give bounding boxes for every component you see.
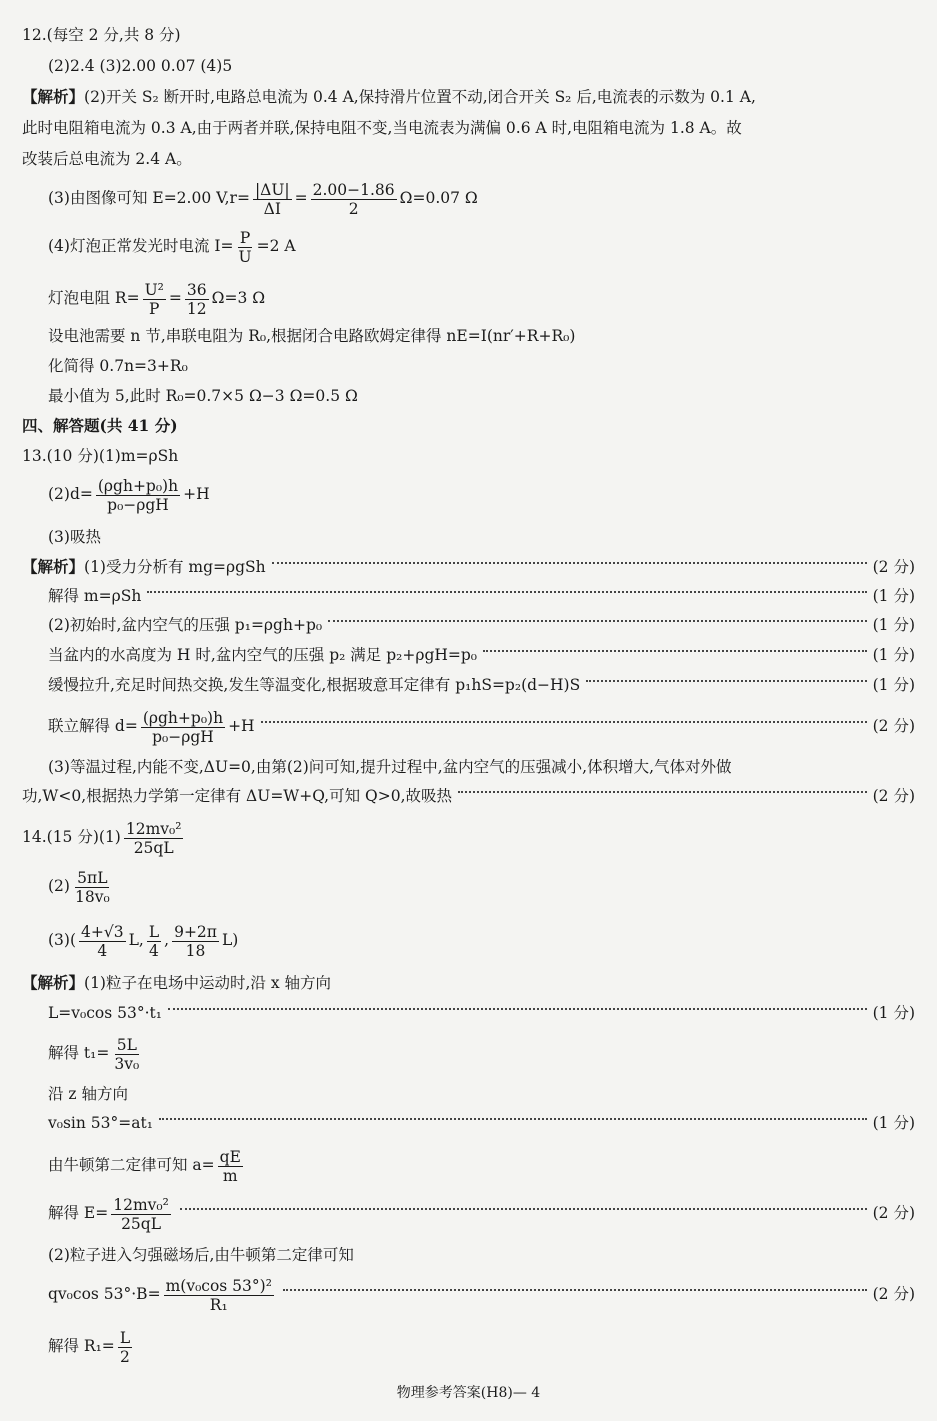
- q13-s6-pre: 联立解得 d=: [48, 717, 138, 735]
- fraction-num: (ρgh+p₀)h: [142, 708, 224, 727]
- q14-a3-pre: (3)(: [48, 931, 77, 949]
- q13-step7-line1: (3)等温过程,内能不变,ΔU=0,由第(2)问可知,提升过程中,盆内空气的压强减小,体积增大,气体对外做: [48, 758, 732, 776]
- q14-title: [22, 817, 915, 857]
- q14-step2: [48, 1002, 915, 1024]
- fraction-den: p₀−ρgH: [107, 495, 169, 514]
- fraction: [311, 181, 397, 218]
- fraction-num: qE: [219, 1147, 241, 1166]
- leader-dots: [483, 650, 867, 652]
- q13-s5-text: 缓慢拉升,充足时间热交换,发生等温变化,根据玻意耳定律有 p₁hS=p₂(d−H)S: [48, 676, 581, 694]
- fraction-num: 9+2π: [174, 922, 217, 941]
- fraction-den: ΔI: [263, 199, 281, 218]
- fraction-den: 12: [186, 299, 207, 318]
- q12-r-eq: =: [168, 289, 182, 307]
- q13-step1: [22, 556, 915, 578]
- q12-r-post: Ω=3 Ω: [211, 289, 266, 307]
- q12-line-simplify: 化简得 0.7n=3+R₀: [48, 357, 188, 375]
- q13-s3-text: (2)初始时,盆内空气的压强 p₁=ρgh+p₀: [48, 616, 323, 634]
- q13-step6: [48, 706, 915, 746]
- fraction-den: 18: [185, 941, 206, 960]
- fraction: [253, 181, 292, 218]
- q13-s2-text: 解得 m=ρSh: [48, 587, 142, 605]
- q13-step3: [48, 614, 915, 636]
- q14-a2-pre: (2): [48, 877, 70, 895]
- fraction-num: 36: [186, 280, 207, 299]
- fraction: [79, 923, 126, 960]
- fraction-num: 12mv₀²: [125, 819, 182, 838]
- score: (2 分): [872, 717, 915, 735]
- q12-p4-post: =2 A: [256, 237, 296, 255]
- fraction: [73, 869, 112, 906]
- score: (2 分): [872, 787, 915, 805]
- q13-step4: [48, 644, 915, 666]
- q13-s7-text: 功,W<0,根据热力学第一定律有 ΔU=W+Q,可知 Q>0,故吸热: [22, 787, 452, 805]
- q12-answers: (2)2.4 (3)2.00 0.07 (4)5: [48, 57, 233, 75]
- q13-step5: [48, 674, 915, 696]
- fraction-num: (ρgh+p₀)h: [97, 476, 179, 495]
- jiexi-tag: 【解析】: [22, 973, 85, 992]
- q14-answer3: [48, 920, 915, 960]
- fraction-num: 2.00−1.86: [312, 180, 395, 199]
- q14-s5-text: v₀sin 53°=at₁: [48, 1114, 153, 1132]
- q14-step6: [48, 1145, 915, 1185]
- q12-title: 12.(每空 2 分,共 8 分): [22, 26, 181, 44]
- q14-step9: [48, 1274, 915, 1314]
- score: (1 分): [872, 646, 915, 664]
- score: (1 分): [872, 587, 915, 605]
- leader-dots: [586, 680, 866, 682]
- q14-step4: 沿 z 轴方向: [48, 1085, 129, 1103]
- q13-answer3: (3)吸热: [48, 528, 101, 546]
- fraction-num: U²: [144, 280, 164, 299]
- fraction-den: 18v₀: [74, 887, 110, 906]
- q14-a3-post: L): [221, 931, 239, 949]
- q12-jiexi-line2: 此时电阻箱电流为 0.3 A,由于两者并联,保持电阻不变,当电流表为满偏 0.6 A 时,电阻箱电流为 1.8 A。故: [22, 119, 742, 137]
- fraction-num: 5πL: [77, 868, 108, 887]
- fraction: [185, 281, 209, 318]
- fraction-num: m(v₀cos 53°)²: [165, 1276, 272, 1295]
- q12-jiexi-line1: [22, 86, 915, 108]
- fraction: [143, 281, 166, 318]
- fraction-den: 4: [149, 941, 159, 960]
- q13-a2-post: +H: [183, 485, 210, 503]
- score: (1 分): [872, 1004, 915, 1022]
- jiexi-tag: 【解析】: [22, 557, 85, 576]
- q12-part4: [48, 228, 915, 266]
- fraction: [164, 1277, 274, 1314]
- q14-a3-mid1: L,: [128, 931, 144, 949]
- fraction: [111, 1196, 171, 1233]
- fraction-num: L: [148, 922, 160, 941]
- fraction: [237, 229, 254, 266]
- q14-s2-text: L=v₀cos 53°·t₁: [48, 1004, 162, 1022]
- q13-step2: [48, 585, 915, 607]
- score: (1 分): [872, 616, 915, 634]
- fraction: [147, 923, 161, 960]
- fraction-num: P: [239, 228, 251, 247]
- page-footer: 物理参考答案(H8)— 4: [396, 1385, 541, 1401]
- leader-dots: [283, 1289, 867, 1291]
- q12-line-n: 设电池需要 n 节,串联电阻为 R₀,根据闭合电路欧姆定律得 nE=I(nr′+R+R₀): [48, 327, 576, 345]
- q14-a3-mid2: ,: [164, 931, 170, 949]
- fraction: [218, 1148, 243, 1185]
- q12-p3-post: Ω=0.07 Ω: [399, 189, 478, 207]
- fraction-den: R₁: [209, 1295, 228, 1314]
- q12-jiexi-text1: (2)开关 S₂ 断开时,电路总电流为 0.4 A,保持滑片位置不动,闭合开关 S₂ 后,电流表的示数为 0.1 A,: [84, 88, 756, 106]
- score: (1 分): [872, 676, 915, 694]
- leader-dots: [458, 791, 867, 793]
- q14-s6-pre: 由牛顿第二定律可知 a=: [48, 1156, 215, 1174]
- q13-s1-text: (1)受力分析有 mg=ρgSh: [84, 558, 266, 576]
- q14-step1: [22, 972, 915, 994]
- q14-step8: (2)粒子进入匀强磁场后,由牛顿第二定律可知: [48, 1246, 354, 1264]
- fraction-num: 5L: [116, 1035, 137, 1054]
- fraction: [141, 709, 225, 746]
- score: (2 分): [872, 1204, 915, 1222]
- section-heading: 四、解答题(共 41 分): [22, 416, 178, 435]
- q14-s9-pre: qv₀cos 53°·B=: [48, 1285, 161, 1303]
- fraction-den: 4: [97, 941, 108, 960]
- leader-dots: [180, 1208, 867, 1210]
- q13-title: 13.(10 分)(1)m=ρSh: [22, 447, 179, 465]
- q12-resistance: [48, 280, 915, 318]
- fraction: [172, 923, 219, 960]
- score: (2 分): [872, 558, 915, 576]
- q13-s4-text: 当盆内的水高度为 H 时,盆内空气的压强 p₂ 满足 p₂+ρgH=p₀: [48, 646, 478, 664]
- q14-s10-pre: 解得 R₁=: [48, 1337, 115, 1355]
- q12-part3: [48, 180, 915, 218]
- q12-line-min: 最小值为 5,此时 R₀=0.7×5 Ω−3 Ω=0.5 Ω: [48, 387, 358, 405]
- q12-p3-eq: =: [294, 189, 308, 207]
- fraction-den: 3v₀: [114, 1054, 140, 1073]
- score: (2 分): [872, 1285, 915, 1303]
- leader-dots: [159, 1118, 867, 1120]
- fraction-den: 25qL: [133, 838, 174, 857]
- q12-p4-pre: (4)灯泡正常发光时电流 I=: [48, 237, 234, 255]
- fraction: [96, 477, 180, 514]
- leader-dots: [261, 721, 867, 723]
- leader-dots: [147, 591, 866, 593]
- q13-step7-line2: [22, 785, 915, 807]
- fraction-den: 25qL: [121, 1214, 162, 1233]
- leader-dots: [272, 562, 867, 564]
- fraction-num: 4+√3: [81, 922, 124, 941]
- q12-jiexi-line3: 改装后总电流为 2.4 A。: [22, 150, 192, 168]
- q12-p3-pre: (3)由图像可知 E=2.00 V,r=: [48, 189, 250, 207]
- fraction: [118, 1329, 132, 1366]
- fraction-num: 12mv₀²: [113, 1195, 169, 1214]
- fraction: [124, 820, 184, 857]
- leader-dots: [328, 620, 867, 622]
- jiexi-tag: 【解析】: [22, 87, 85, 106]
- q14-step3: [48, 1033, 915, 1073]
- q13-answer2: [48, 474, 915, 514]
- q14-s3-pre: 解得 t₁=: [48, 1044, 110, 1062]
- fraction-den: 2: [348, 199, 359, 218]
- fraction-den: m: [222, 1166, 238, 1185]
- fraction-den: 2: [120, 1347, 130, 1366]
- q13-a2-pre: (2)d=: [48, 485, 93, 503]
- q14-step7: [48, 1193, 915, 1233]
- q14-answer2: [48, 866, 915, 906]
- score: (1 分): [872, 1114, 915, 1132]
- q14-step10: [48, 1326, 915, 1366]
- fraction-den: P: [149, 299, 160, 318]
- fraction-den: U: [238, 247, 252, 266]
- fraction-den: p₀−ρgH: [152, 727, 214, 746]
- fraction: [112, 1036, 141, 1073]
- fraction-num: |ΔU|: [254, 180, 290, 199]
- q12-r-pre: 灯泡电阻 R=: [48, 289, 140, 307]
- q14-s1-text: (1)粒子在电场中运动时,沿 x 轴方向: [84, 974, 331, 992]
- fraction-num: L: [119, 1328, 131, 1347]
- q14-s7-pre: 解得 E=: [48, 1204, 109, 1222]
- q14-step5: [48, 1112, 915, 1134]
- q14-title-pre: 14.(15 分)(1): [22, 828, 121, 846]
- leader-dots: [168, 1008, 867, 1010]
- q13-s6-post: +H: [228, 717, 255, 735]
